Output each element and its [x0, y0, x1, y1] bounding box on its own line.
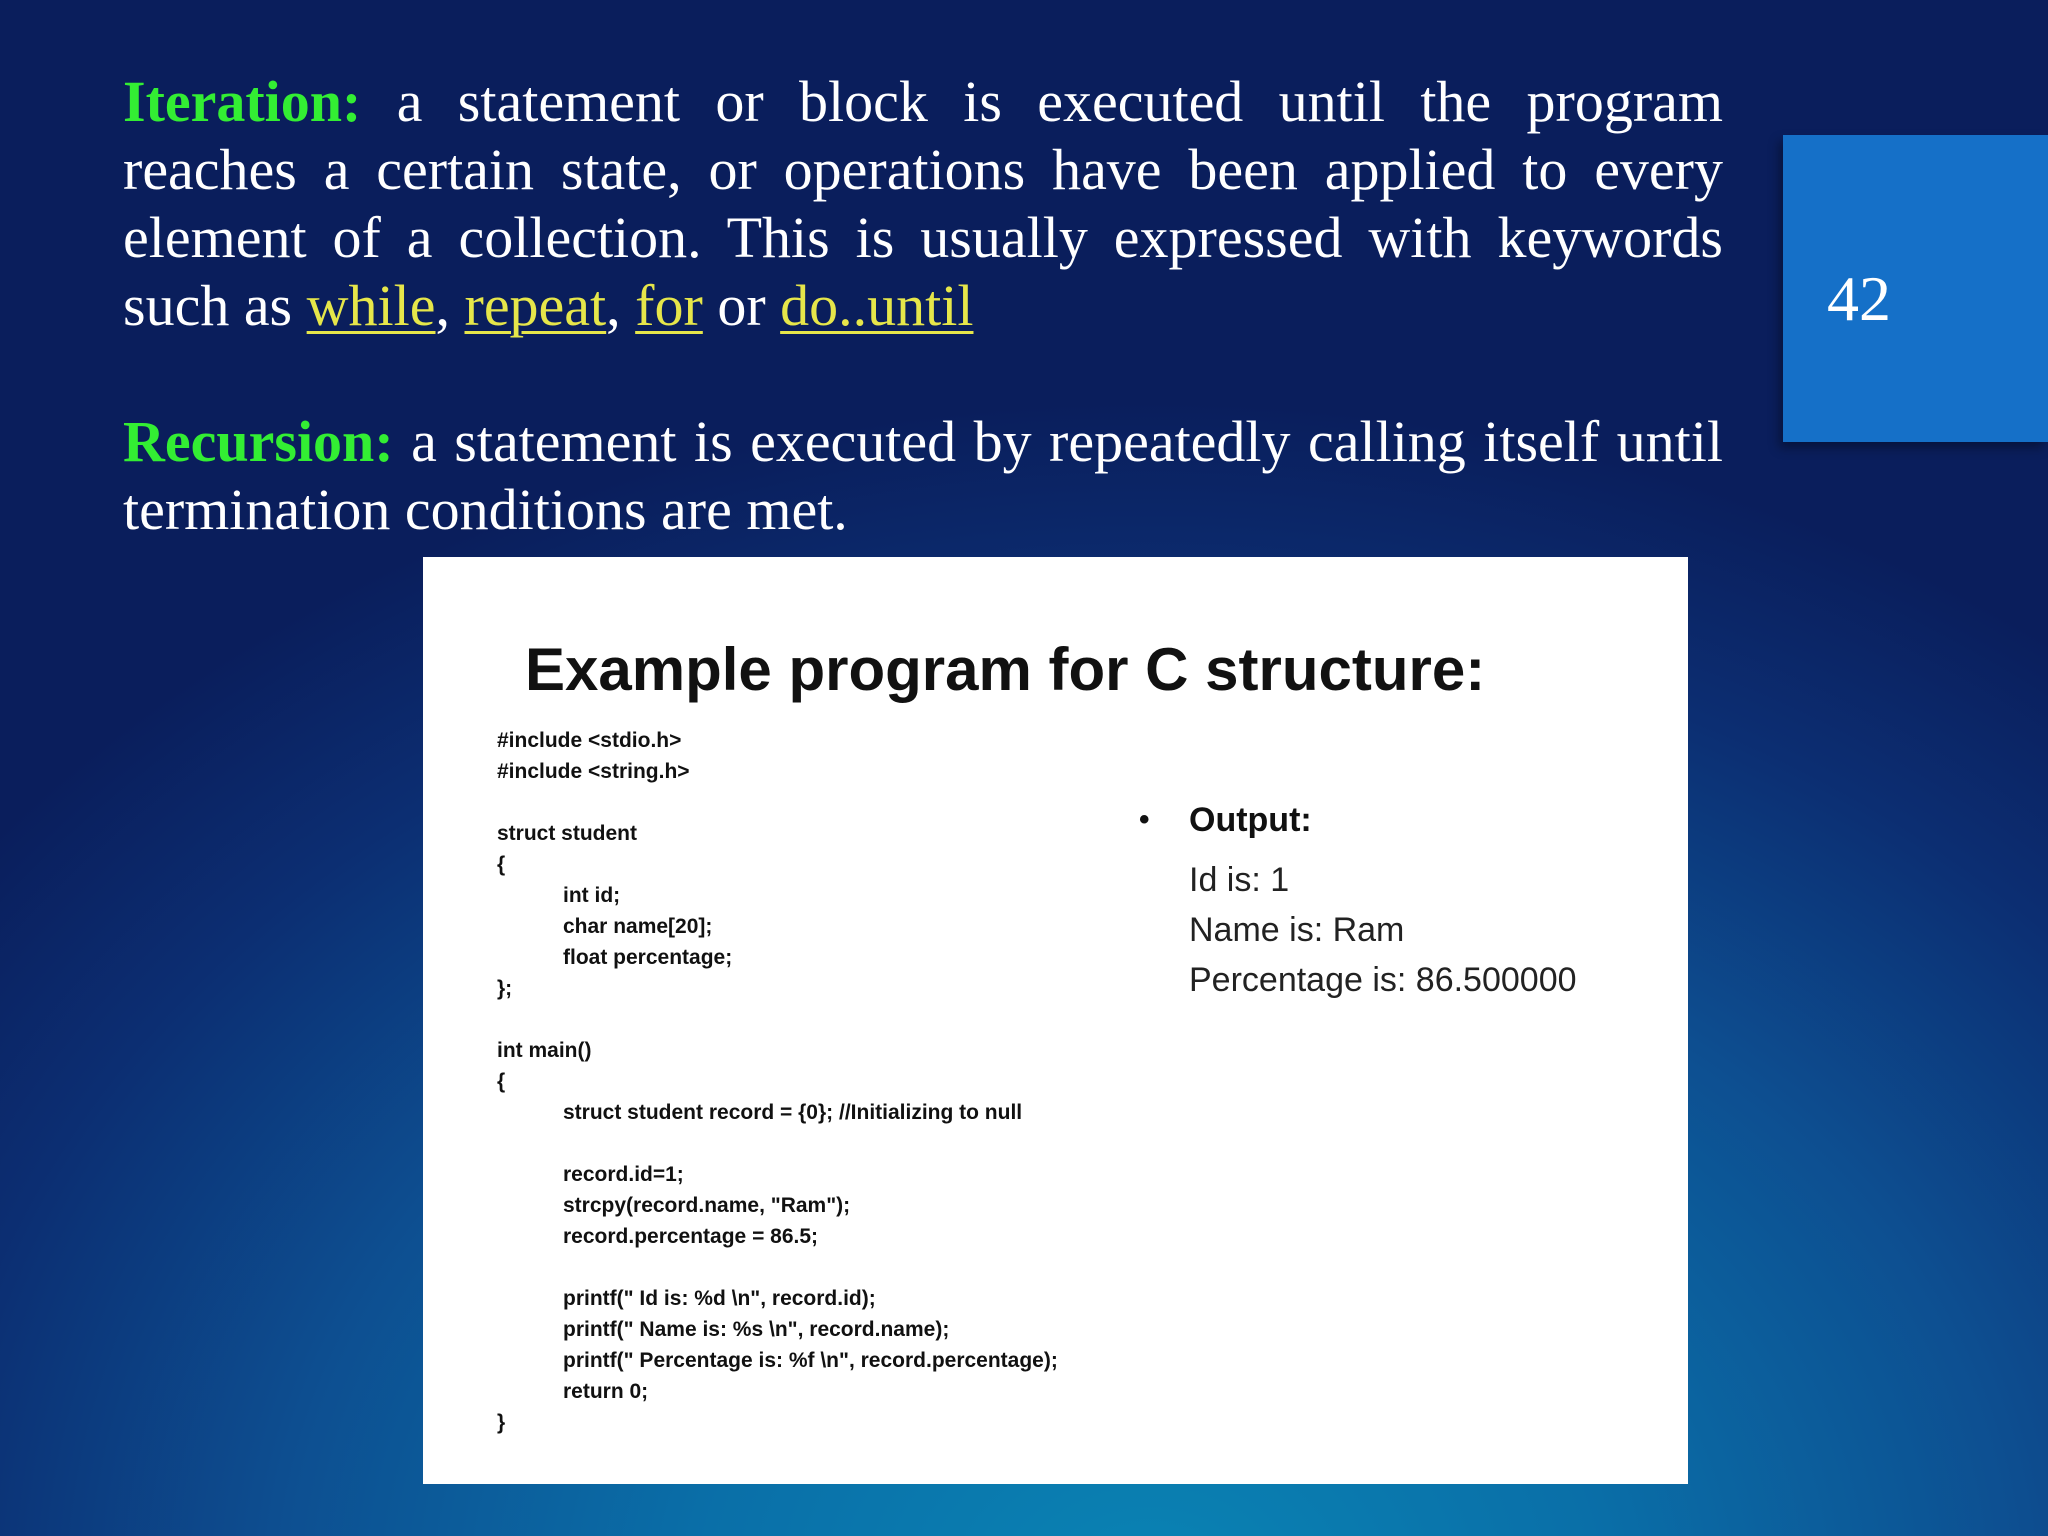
output-heading-row: [1139, 797, 1659, 843]
code-line: struct student: [497, 822, 638, 845]
slide-body-text: [123, 68, 1723, 544]
code-line: };: [497, 977, 513, 1000]
code-line: {: [497, 1070, 506, 1093]
keyword-link-do-until[interactable]: do..until: [780, 273, 974, 338]
code-line: printf(" Name is: %s \n", record.name);: [563, 1318, 950, 1341]
code-line: }: [497, 1411, 506, 1434]
iteration-description: a statement or block is executed until the program reaches a certain state, or operations have been applied to every element of a collection. This is usually expressed with keywords such as: [123, 69, 1723, 338]
page-number-container: [1783, 0, 2048, 400]
code-line: #include <stdio.h>: [497, 729, 682, 752]
keyword-link-while[interactable]: while: [306, 273, 436, 338]
output-section: [1139, 797, 1659, 1005]
code-line: struct student record = {0}; //Initializing to null: [563, 1101, 1023, 1124]
code-line: strcpy(record.name, "Ram");: [563, 1194, 851, 1217]
code-line: int id;: [563, 884, 621, 907]
output-heading: Output:: [1189, 801, 1312, 839]
code-line: float percentage;: [563, 946, 733, 969]
code-line: record.id=1;: [563, 1163, 684, 1186]
code-line: printf(" Percentage is: %f \n", record.percentage);: [563, 1349, 1058, 1372]
code-line: [497, 1128, 1058, 1159]
keyword-link-for[interactable]: for: [635, 273, 703, 338]
keyword-link-repeat[interactable]: repeat: [464, 273, 607, 338]
code-line: int main(): [497, 1039, 592, 1062]
output-line: Id is: 1: [1189, 861, 1290, 899]
bullet-icon: •: [1139, 803, 1150, 836]
recursion-term: Recursion:: [123, 409, 394, 474]
code-line: record.percentage = 86.5;: [563, 1225, 819, 1248]
output-line: Name is: Ram: [1189, 911, 1405, 949]
keyword-separator: or: [702, 273, 781, 338]
code-line: return 0;: [563, 1380, 649, 1403]
code-line: char name[20];: [563, 915, 713, 938]
code-line: [497, 787, 1058, 818]
keyword-separator: ,: [435, 273, 465, 338]
recursion-paragraph: [123, 408, 1723, 544]
example-program-image: [423, 557, 1688, 1484]
page-number: 42: [1827, 263, 1891, 334]
code-block: [497, 725, 1058, 1438]
recursion-description: a statement is executed by repeatedly calling itself until termination conditions are met.: [123, 409, 1723, 542]
iteration-term: Iteration:: [123, 69, 362, 134]
keyword-separator: ,: [606, 273, 636, 338]
code-line: [497, 1004, 1058, 1035]
code-line: #include <string.h>: [497, 760, 690, 783]
example-title: Example program for C structure:: [525, 636, 1486, 703]
code-line: printf(" Id is: %d \n", record.id);: [563, 1287, 876, 1310]
code-line: [497, 1252, 1058, 1283]
output-line: Percentage is: 86.500000: [1189, 961, 1577, 999]
code-line: {: [497, 853, 506, 876]
iteration-paragraph: [123, 68, 1723, 340]
